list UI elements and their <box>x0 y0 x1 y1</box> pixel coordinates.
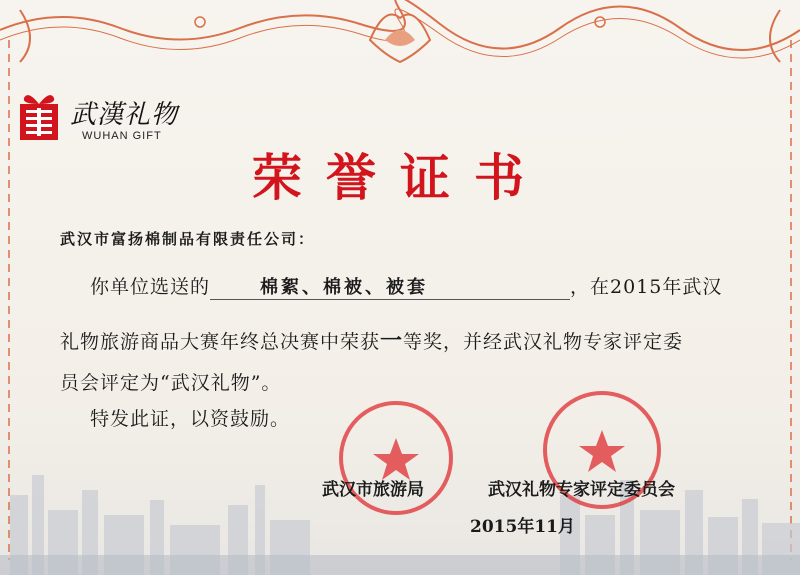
body-line-3: 员会评定为“武汉礼物”。 <box>60 372 282 394</box>
body-prefix: 你单位选送的 <box>90 276 211 298</box>
body-line2-post: 等奖，并经武汉礼物专家评定委 <box>403 331 684 353</box>
issuer-expert-committee: 武汉礼物专家评定委员会 <box>488 480 675 500</box>
gift-box-icon <box>18 90 60 142</box>
body-line-2 <box>60 324 683 355</box>
body-line2-pre: 礼物旅游商品大赛年终总决赛中荣获 <box>60 331 381 353</box>
recipient-name: 武汉市富扬棉制品有限责任公司： <box>60 230 316 248</box>
logo-english-name: WUHAN GIFT <box>82 130 162 142</box>
award-items: 棉絮、棉被、被套 <box>210 273 570 300</box>
body-line-1 <box>90 272 722 300</box>
certificate-title: 荣誉证书 <box>252 148 548 207</box>
body-line-4: 特发此证，以资鼓励。 <box>90 408 291 430</box>
award-grade: 一 <box>380 328 404 354</box>
tourism-bureau-seal <box>336 398 456 518</box>
logo-chinese-name: 武漢礼物 <box>70 100 179 130</box>
issuer-tourism-bureau: 武汉市旅游局 <box>322 480 424 500</box>
ornamental-border-top <box>0 0 800 70</box>
issue-date: 2015年11月 <box>470 517 575 537</box>
body-suffix: ，在2015年武汉 <box>570 276 723 298</box>
